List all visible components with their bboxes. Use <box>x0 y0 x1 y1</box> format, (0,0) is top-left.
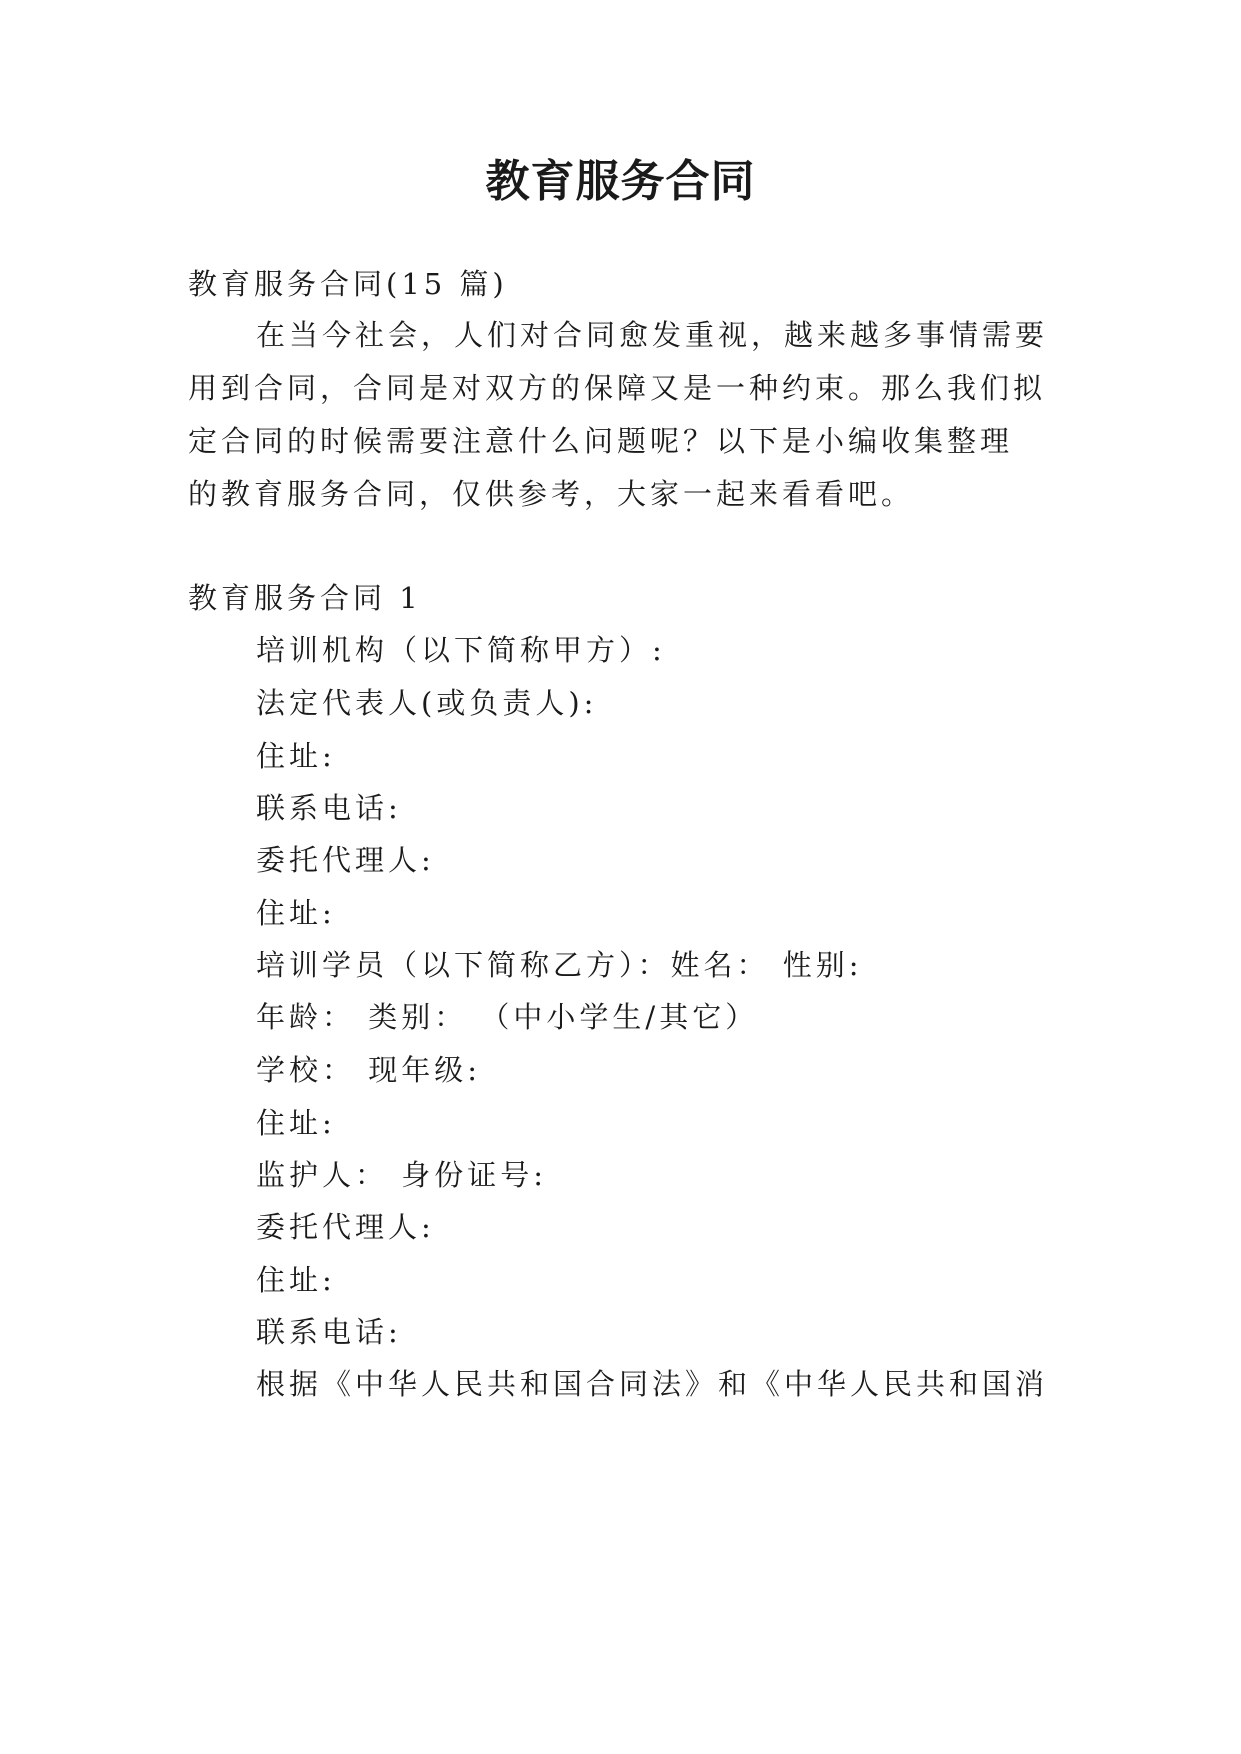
section-heading: 教育服务合同 1 <box>188 581 422 615</box>
field-line: 住址: <box>256 1263 336 1297</box>
field-line: 监护人： 身份证号: <box>256 1158 547 1192</box>
field-line: 住址: <box>256 1106 336 1140</box>
intro-line-1: 在当今社会，人们对合同愈发重视，越来越多事情需要 <box>256 318 1049 352</box>
field-line: 住址: <box>256 896 336 930</box>
intro-line-4: 的教育服务合同，仅供参考，大家一起来看看吧。 <box>188 477 915 511</box>
field-line: 培训学员（以下简称乙方）：姓名： 性别: <box>256 948 863 982</box>
document-subtitle: 教育服务合同(15 篇) <box>188 267 508 301</box>
field-line: 学校： 现年级: <box>256 1053 481 1087</box>
field-line: 年龄： 类别： （中小学生/其它） <box>256 1000 759 1034</box>
field-line: 法定代表人(或负责人): <box>256 686 598 720</box>
field-line: 委托代理人: <box>256 1210 435 1244</box>
intro-line-3: 定合同的时候需要注意什么问题呢？以下是小编收集整理 <box>188 424 1014 458</box>
field-line: 培训机构（以下简称甲方）: <box>256 633 666 667</box>
document-title: 教育服务合同 <box>485 156 756 207</box>
field-line: 联系电话: <box>256 1315 402 1349</box>
field-line: 联系电话: <box>256 791 402 825</box>
field-line: 住址: <box>256 739 336 773</box>
intro-line-2: 用到合同，合同是对双方的保障又是一种约束。那么我们拟 <box>188 371 1047 405</box>
field-line: 委托代理人: <box>256 843 435 877</box>
field-line: 根据《中华人民共和国合同法》和《中华人民共和国消 <box>256 1367 1049 1401</box>
